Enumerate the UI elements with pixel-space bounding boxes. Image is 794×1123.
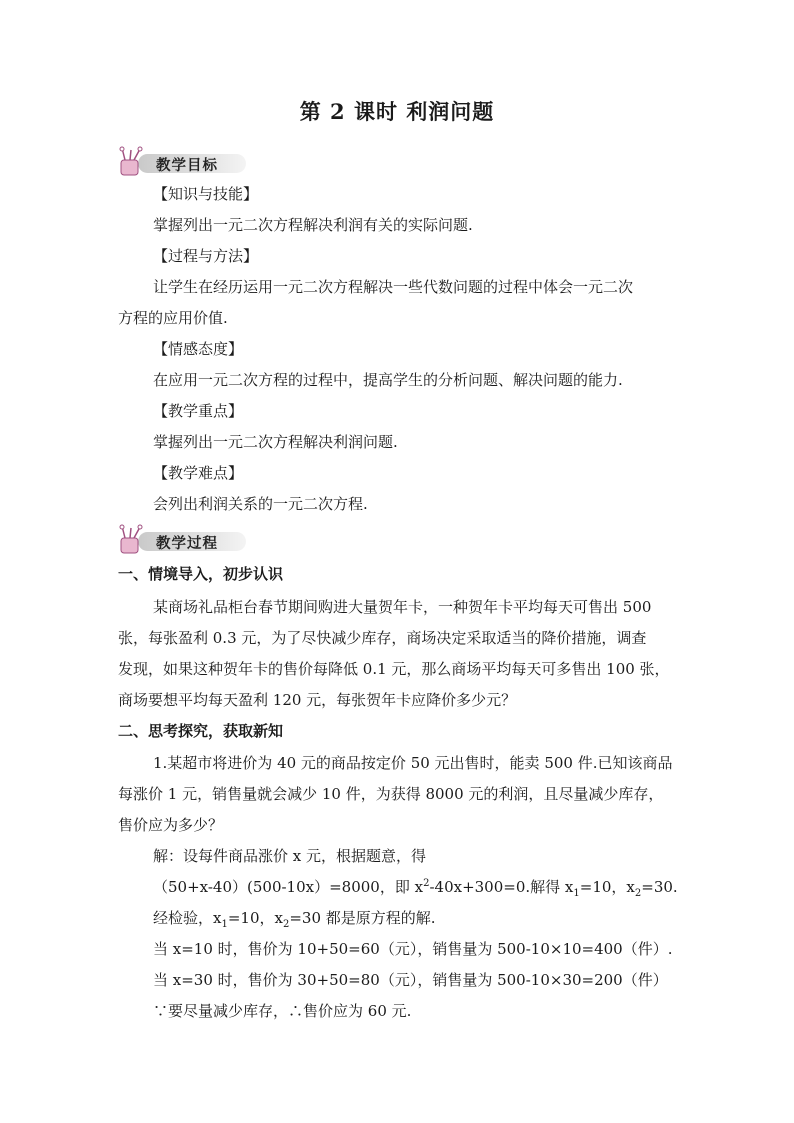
solution-line-5: 当 x=30 时，售价为 30+50=80（元），销售量为 500-10×30=200（件） (153, 971, 668, 989)
part2-heading: 二、思考探究，获取新知 (118, 722, 284, 740)
solution-line-6: ∵要尽量减少库存，∴售价应为 60 元. (153, 1002, 412, 1020)
section-header-label: 教学过程 (156, 536, 218, 552)
question1-line-3: 售价应为多少？ (118, 816, 224, 834)
key-heading: 【教学重点】 (153, 402, 244, 420)
solution-line-2: （50+x-40）(500-10x）=8000，即 $x^2-40x+300=0$.解得 $x_1=10$，$x_2=30$. (153, 878, 678, 899)
solution-line-1: 解：设每件商品涨价 x 元，根据题意，得 (153, 847, 426, 865)
pencil-cup-icon (118, 146, 148, 178)
knowledge-text: 掌握列出一元二次方程解决利润有关的实际问题. (153, 216, 473, 234)
solution-line-4: 当 x=10 时，售价为 10+50=60（元），销售量为 500-10×10=400（件）. (153, 940, 673, 958)
section-header-label: 教学目标 (156, 158, 218, 174)
solution-line-3: 经检验，$x_1=10$，$x_2=30$ 都是原方程的解. (153, 909, 436, 930)
part1-paragraph-line-3: 发现，如果这种贺年卡的售价每降低 0.1 元，那么商场平均每天可多售出 100 张， (118, 660, 670, 678)
part1-heading: 一、情境导入，初步认识 (118, 565, 284, 583)
question1-line-2: 每涨价 1 元，销售量就会减少 10 件，为获得 8000 元的利润，且尽量减少库存， (118, 785, 664, 803)
section-header-process (118, 524, 248, 556)
emotion-heading: 【情感态度】 (153, 340, 244, 358)
method-heading: 【过程与方法】 (153, 247, 259, 265)
part1-paragraph-line-2: 张，每张盈利 0.3 元，为了尽快减少库存，商场决定采取适当的降价措施，调查 (118, 629, 647, 647)
question1-line-1: 1.某超市将进价为 40 元的商品按定价 50 元出售时，能卖 500 件.已知该商品 (153, 754, 673, 772)
part1-paragraph-line-4: 商场要想平均每天盈利 120 元，每张贺年卡应降价多少元？ (118, 691, 517, 709)
difficult-text: 会列出利润关系的一元二次方程. (153, 495, 368, 513)
method-text-line-2: 方程的应用价值. (118, 309, 228, 327)
difficult-heading: 【教学难点】 (153, 464, 244, 482)
page-title: 第 2 课时 利润问题 (299, 99, 495, 124)
section-header-goals (118, 146, 248, 178)
key-text: 掌握列出一元二次方程解决利润问题. (153, 433, 398, 451)
emotion-text: 在应用一元二次方程的过程中，提高学生的分析问题、解决问题的能力. (153, 371, 623, 389)
pencil-cup-icon (118, 524, 148, 556)
method-text-line-1: 让学生在经历运用一元二次方程解决一些代数问题的过程中体会一元二次 (153, 278, 634, 296)
part1-paragraph-line-1: 某商场礼品柜台春节期间购进大量贺年卡，一种贺年卡平均每天可售出 500 (153, 598, 652, 616)
knowledge-heading: 【知识与技能】 (153, 185, 259, 203)
